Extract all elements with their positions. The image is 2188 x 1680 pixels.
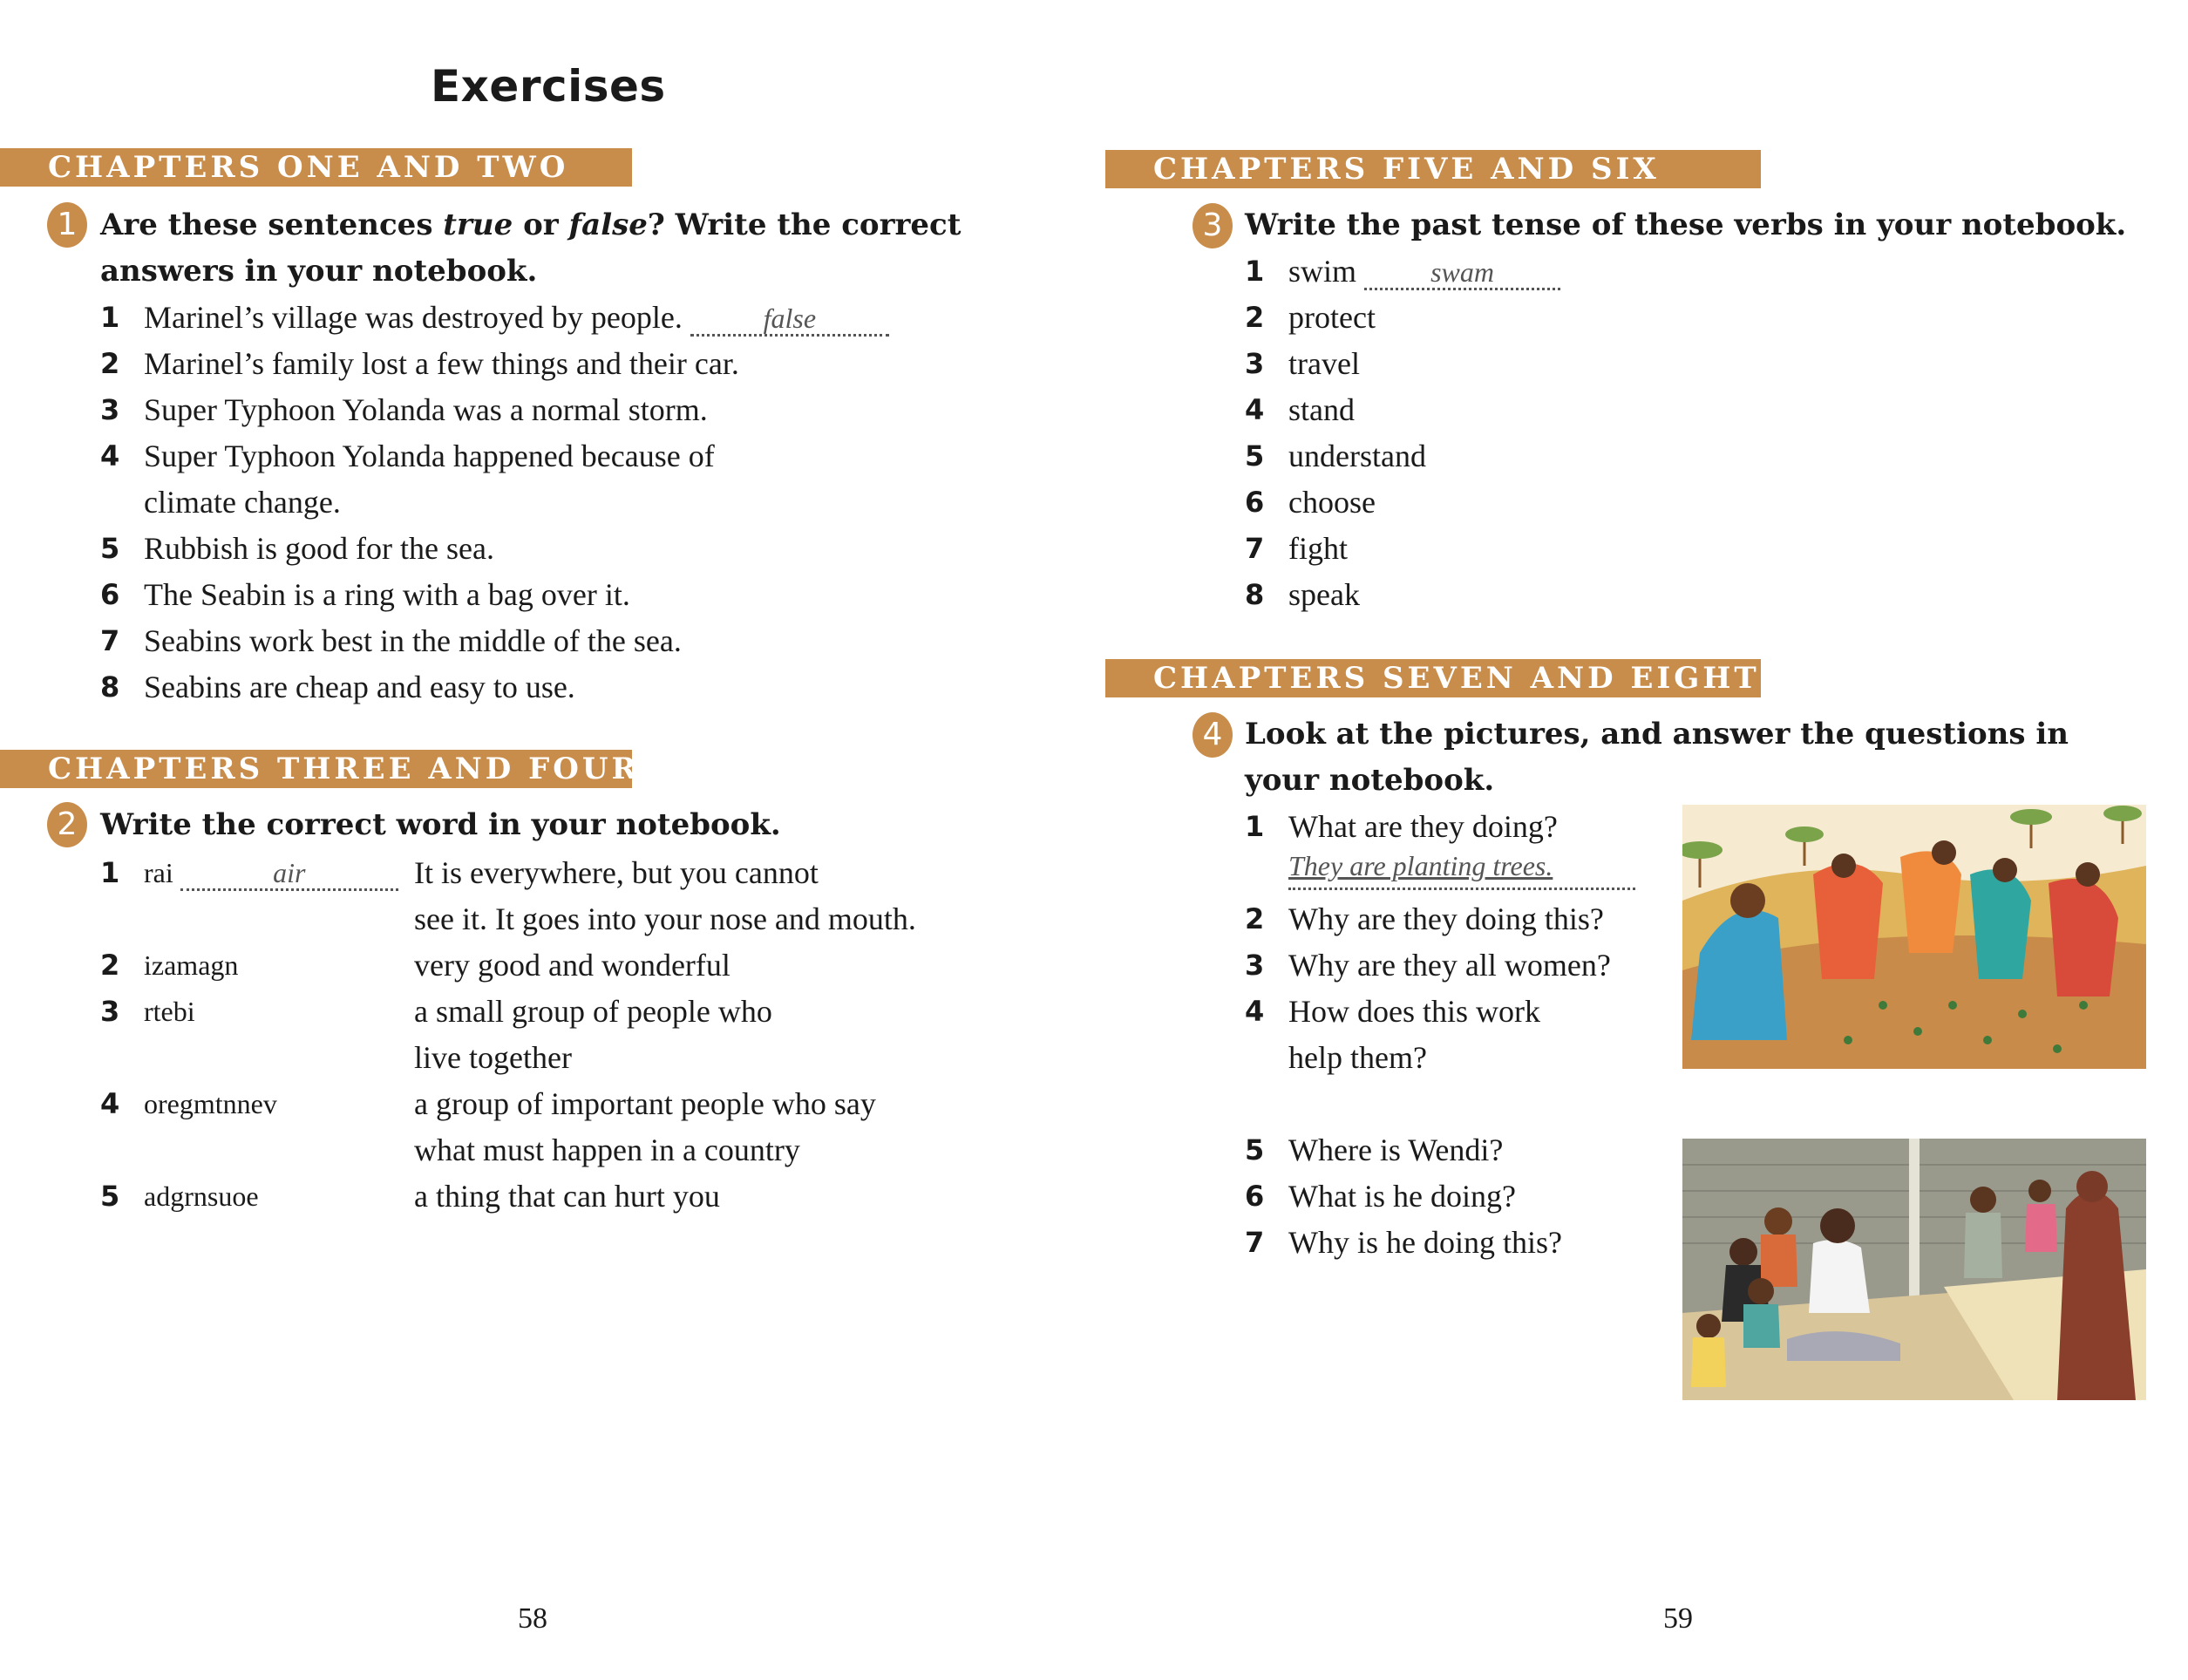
item-number: 1 [100,301,120,334]
planting-scene-image [1682,805,2146,1069]
question-text: Where is Wendi? [1288,1132,1504,1167]
sample-answer: air [273,857,306,888]
item-number: 8 [100,670,120,704]
item-number: 2 [1245,301,1265,334]
sample-answer: swam [1430,256,1494,288]
item-text: swim swam [1288,248,1560,295]
porch-scene-image [1682,1139,2146,1400]
item-number: 6 [100,578,120,611]
illustration-women-planting-trees [1682,805,2146,1069]
item-text: Super Typhoon Yolanda happened because of [144,439,715,473]
exercise-instruction-line2: answers in your notebook. [100,254,538,289]
exercise-instruction: Are these sentences true or false? Write the correct [100,207,961,242]
item-number: 6 [1245,486,1265,519]
question-text: Why are they doing this? [1288,901,1604,936]
item-text: The Seabin is a ring with a bag over it. [144,577,630,612]
scrambled-word: adgrnsuoe [144,1180,259,1212]
question-text: Why are they all women? [1288,948,1611,983]
item-number: 3 [1245,949,1265,982]
exercise-instruction: Look at the pictures, and answer the questions in [1245,717,2069,752]
illustration-wendi-with-children [1682,1139,2146,1400]
definition: a small group of people who [414,994,772,1029]
item-number: 7 [1245,1226,1265,1259]
item-text: Marinel’s village was destroyed by people. false [144,295,889,341]
question-text-line2: help them? [1288,1040,1427,1075]
item-number: 8 [1245,578,1265,611]
item-text: protect [1288,300,1376,335]
page-title: Exercises [431,61,666,112]
item-number: 5 [100,1180,120,1213]
item-text: travel [1288,346,1360,381]
definition: very good and wonderful [414,948,730,983]
item-text: Marinel’s family lost a few things and their car. [144,346,739,381]
question-text: What are they doing? [1288,809,1558,844]
scrambled-word: rtebi [144,996,195,1027]
question-text: What is he doing? [1288,1179,1516,1214]
item-text: Seabins work best in the middle of the sea. [144,623,682,658]
question-text: Why is he doing this? [1288,1225,1562,1260]
page-number-right: 59 [1663,1602,1693,1635]
item-text: choose [1288,485,1376,520]
item-number: 7 [1245,532,1265,565]
exercise-instruction-line2: your notebook. [1245,763,1495,798]
exercise-number-badge: 2 [47,802,87,847]
item-number: 2 [100,949,120,982]
definition-line2: live together [414,1040,572,1075]
item-text: speak [1288,577,1360,612]
item-text: Seabins are cheap and easy to use. [144,670,575,704]
exercise-instruction: Write the correct word in your notebook. [100,807,781,842]
item-number: 3 [100,393,120,426]
item-text: Super Typhoon Yolanda was a normal storm. [144,392,708,427]
scrambled-word: izamagn [144,949,239,981]
item-number: 7 [100,624,120,657]
section-heading: CHAPTERS THREE AND FOUR [0,750,632,788]
section-heading: CHAPTERS ONE AND TWO [0,148,632,187]
section-heading: CHAPTERS FIVE AND SIX [1105,150,1761,188]
question-text: How does this work [1288,994,1540,1029]
item-text-line2: climate change. [144,485,341,520]
item-text: stand [1288,392,1355,427]
scrambled-word: oregmtnnev [144,1088,277,1119]
item-number: 4 [100,1087,120,1120]
item-text: understand [1288,439,1426,473]
item-number: 5 [1245,1133,1265,1166]
definition: It is everywhere, but you cannot [414,855,819,890]
scrambled-word: rai air [144,850,398,896]
item-number: 1 [100,856,120,889]
sample-answer: They are planting trees. [1288,850,1553,881]
item-number: 5 [100,532,120,565]
item-number: 3 [1245,347,1265,380]
item-number: 5 [1245,439,1265,473]
item-number: 1 [1245,255,1265,288]
item-number: 2 [100,347,120,380]
item-number: 4 [1245,393,1265,426]
section-heading: CHAPTERS SEVEN AND EIGHT [1105,659,1761,697]
definition: a group of important people who say [414,1086,876,1121]
item-number: 4 [1245,995,1265,1028]
item-text: fight [1288,531,1348,566]
page-number-left: 58 [518,1602,547,1635]
item-number: 1 [1245,810,1265,843]
item-number: 3 [100,995,120,1028]
item-number: 6 [1245,1180,1265,1213]
definition-line2: what must happen in a country [414,1132,800,1167]
item-number: 4 [100,439,120,473]
item-text: Rubbish is good for the sea. [144,531,494,566]
exercise-number-badge: 1 [47,202,87,248]
exercise-number-badge: 3 [1193,203,1233,248]
item-number: 2 [1245,902,1265,935]
exercise-number-badge: 4 [1193,712,1233,758]
definition-line2: see it. It goes into your nose and mouth. [414,901,916,936]
exercise-instruction: Write the past tense of these verbs in your notebook. [1245,207,2127,242]
sample-answer: false [763,303,817,334]
definition: a thing that can hurt you [414,1179,720,1214]
